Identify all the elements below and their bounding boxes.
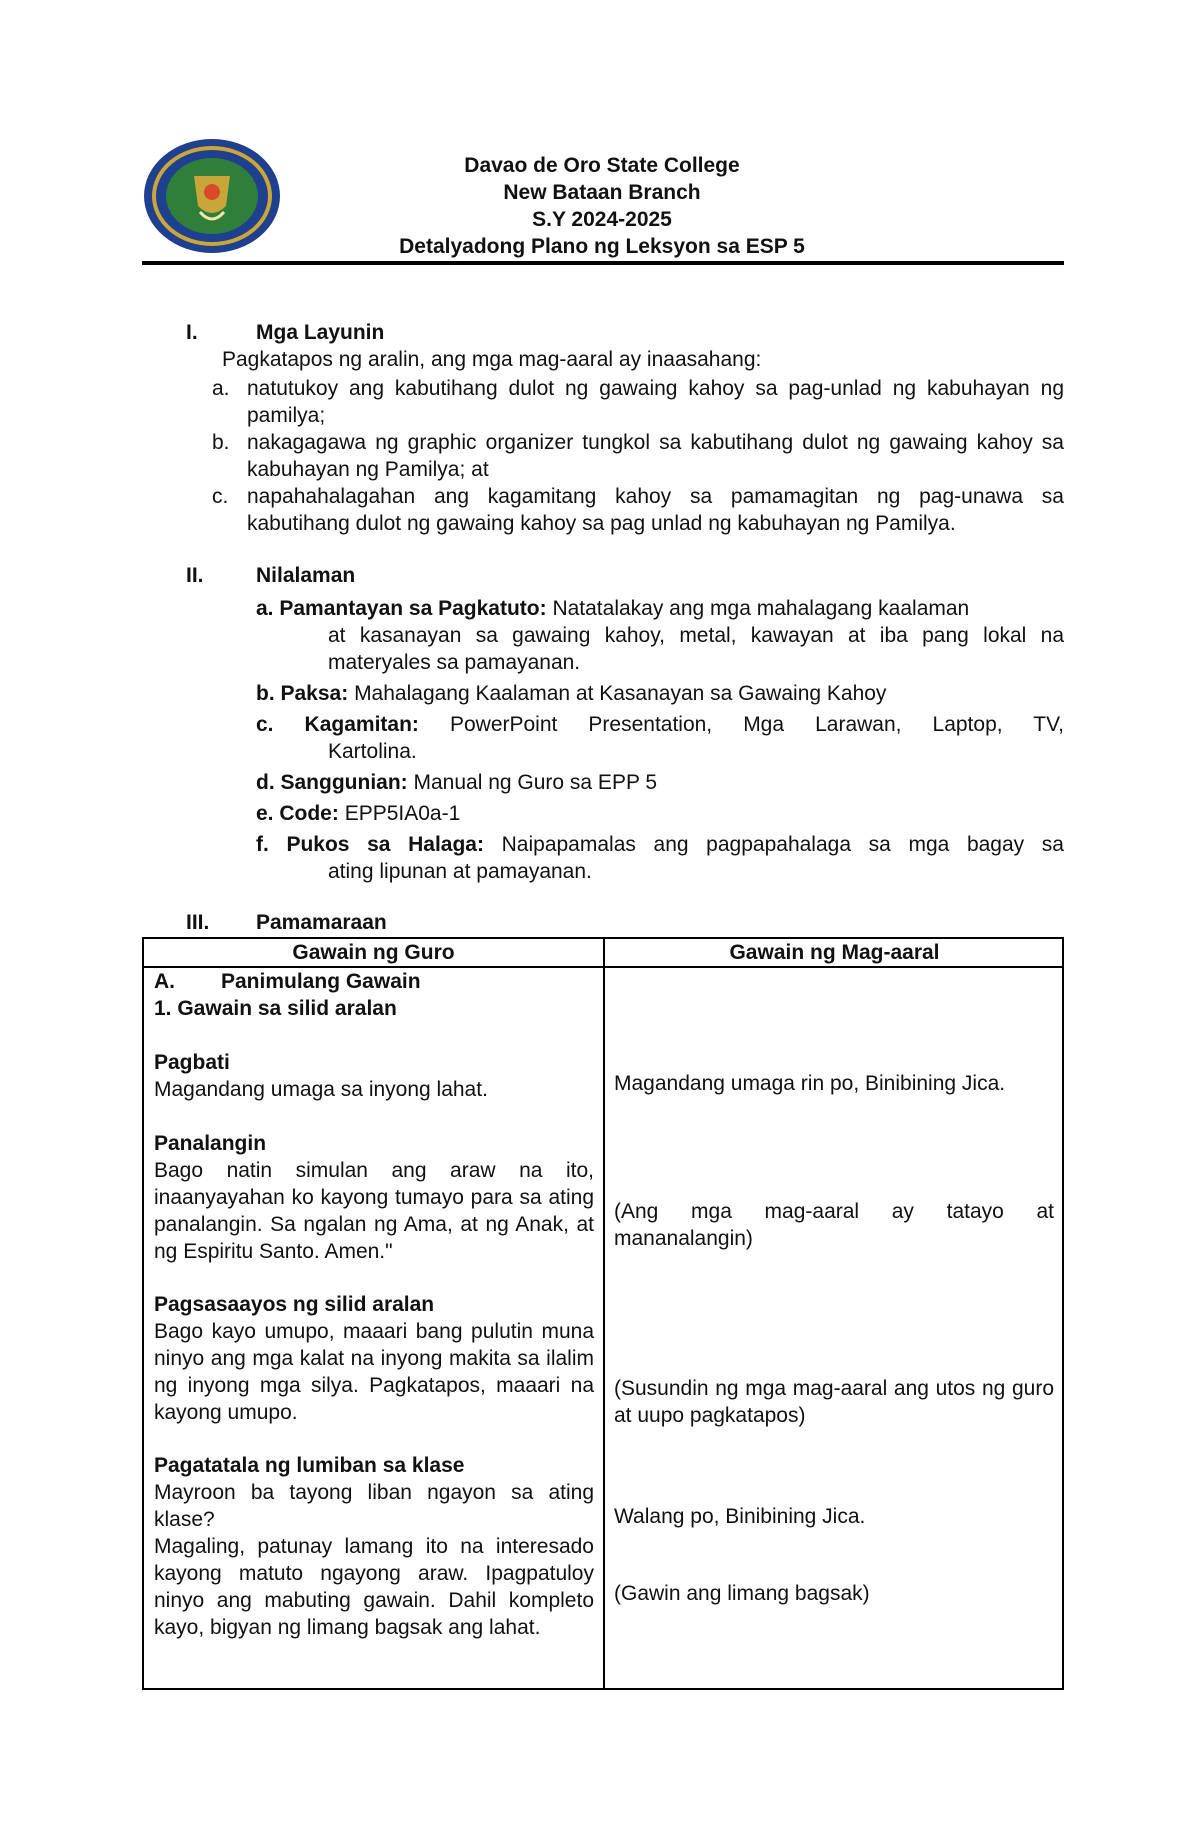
plan-title: Detalyadong Plano ng Leksyon sa ESP 5 [399,235,805,258]
panalangin-magaaral: (Ang mga mag-aaral ay tatayo at mananalangin) [614,1200,1054,1250]
content-label: d. Sanggunian: [256,771,408,794]
panalangin-title: Panalangin [154,1132,267,1155]
part-heading [154,968,594,995]
column-divider [603,939,605,1688]
section-title: Nilalaman [256,564,356,587]
part-title: Panimulang Gawain [221,970,421,993]
content-label: b. Paksa: [256,682,349,705]
content-item-kagamitan [256,711,1064,765]
content-label: a. Pamantayan sa Pagkatuto: [256,597,547,620]
college-name: Davao de Oro State College [464,154,740,177]
pagtatala-guro-response: Magaling, patunay lamang ito na interesado kayong matuto ngayong araw. Ipagpatuloy ninyo ang mabuting gawain. Dahil kompleto kayo, bigyan ng limang bagsak ang lahat. [154,1535,594,1639]
content-value: Naipapamalas ang pagpapahalaga sa mga bagay sa [501,833,1064,856]
section-number: II. [186,564,204,587]
objective-mark: b. [212,431,230,454]
content-item-pukos [256,831,1064,885]
part-mark: A. [154,970,175,993]
objective-mark: c. [212,485,229,508]
content-value-cont: at kasanayan sa gawaing kahoy, metal, kawayan at iba pang lokal na materyales sa pamayanan. [328,624,1064,674]
activity-heading: 1. Gawain sa silid aralan [154,997,397,1020]
pagtatala-title: Pagatatala ng lumiban sa klase [154,1454,465,1477]
objective-item [212,429,1064,483]
header-gawain-magaaral: Gawain ng Mag-aaral [729,941,940,964]
content-item-paksa [256,680,1064,707]
objective-text: natutukoy ang kabutihang dulot ng gawaing kahoy sa pag-unlad ng kabuhayan ng pamilya; [247,377,1064,427]
content-item-pamantayan [256,595,1064,676]
pagsasaayos-magaaral: (Susundin ng mga mag-aaral ang utos ng guro at uupo pagkatapos) [614,1377,1054,1427]
header-gawain-guro: Gawain ng Guro [292,941,455,964]
objective-text: nakagagawa ng graphic organizer tungkol sa kabutihang dulot ng gawaing kahoy sa kabuhayan ng Pamilya; at [247,431,1064,481]
section-title: Mga Layunin [256,321,385,344]
school-year: S.Y 2024-2025 [532,208,672,231]
content-value: EPP5IA0a-1 [344,802,461,825]
content-item-sanggunian [256,769,1064,796]
panalangin-guro: Bago natin simulan ang araw na ito, inaanyayahan ko kayong tumayo para sa ating panalangin. Sa ngalan ng Ama, at ng Anak, at ng Espiritu Santo. Amen." [154,1159,594,1263]
content-value: Mahalagang Kaalaman at Kasanayan sa Gawaing Kahoy [354,682,887,705]
header-divider [142,261,1064,265]
content-label: f. Pukos sa Halaga: [256,833,484,856]
objective-item [212,483,1064,537]
branch-name: New Bataan Branch [503,181,701,204]
content-value: Manual ng Guro sa EPP 5 [413,771,658,794]
table-header-row [144,939,1062,968]
content-label: c. Kagamitan: [256,713,419,736]
pagtatala-magaaral-action: (Gawin ang limang bagsak) [614,1582,870,1605]
layunin-intro: Pagkatapos ng aralin, ang mga mag-aaral ay inaasahang: [222,348,762,371]
pagbati-guro: Magandang umaga sa inyong lahat. [154,1078,488,1101]
section-title: Pamamaraan [256,911,387,934]
section-number: III. [186,911,210,934]
pagsasaayos-title: Pagsasaayos ng silid aralan [154,1293,435,1316]
pagtatala-guro-question: Mayroon ba tayong liban ngayon sa ating klase? [154,1481,594,1531]
pagbati-magaaral: Magandang umaga rin po, Binibining Jica. [614,1072,1006,1095]
objective-text: napahahalagahan ang kagamitang kahoy sa pamamagitan ng pag-unawa sa kabutihang dulot ng gawaing kahoy sa pag unlad ng kabuhayan ng Pamilya. [247,485,1064,535]
content-value-cont: Kartolina. [328,740,417,763]
pagsasaayos-guro: Bago kayo umupo, maaari bang pulutin muna ninyo ang mga kalat na inyong makita sa ilalim ng inyong mga silya. Pagkatapos, maaari na kayong umupo. [154,1320,594,1424]
pagbati-title: Pagbati [154,1051,230,1074]
objective-mark: a. [212,377,230,400]
content-value: Natatalakay ang mga mahalagang kaalaman [552,597,970,620]
document-header [140,152,1064,260]
procedure-table [142,937,1064,1690]
content-item-code [256,800,1064,827]
objective-item [212,375,1064,429]
section-number: I. [186,321,198,344]
content-value: PowerPoint Presentation, Mga Larawan, Laptop, TV, [449,713,1064,736]
content-label: e. Code: [256,802,339,825]
content-value-cont: ating lipunan at pamayanan. [328,860,592,883]
pagtatala-magaaral-reply: Walang po, Binibining Jica. [614,1505,866,1528]
